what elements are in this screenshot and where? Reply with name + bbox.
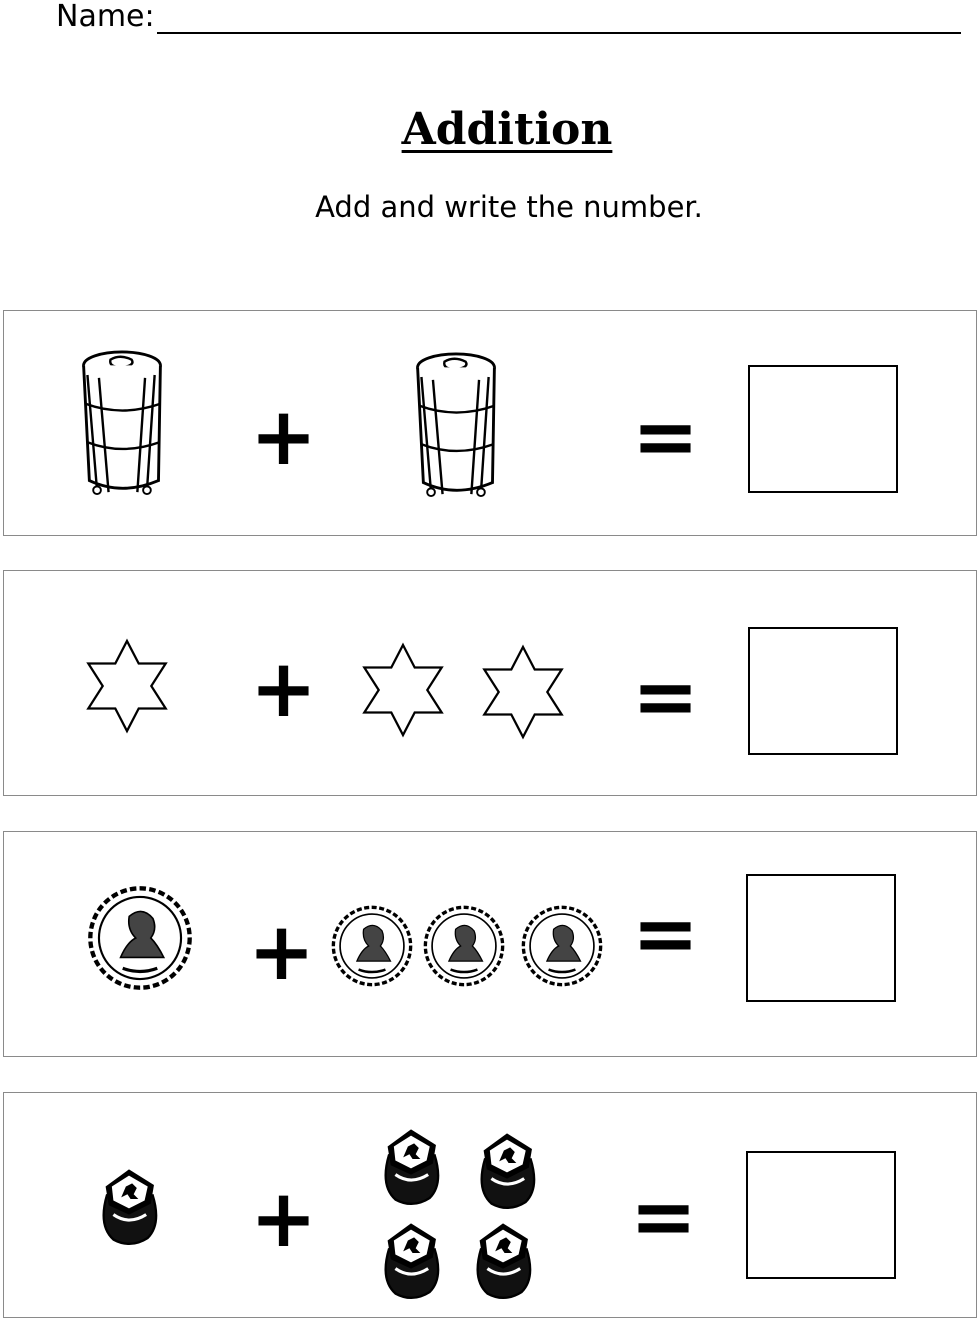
worksheet-title: Addition (401, 104, 613, 155)
equals-sign: = (632, 390, 700, 483)
answer-box[interactable] (746, 874, 896, 1002)
equals-sign: = (630, 1170, 698, 1263)
name-field[interactable] (157, 32, 961, 34)
coin-icon (422, 904, 506, 988)
name-row (56, 0, 961, 36)
worksheet-instructions: Add and write the number. (315, 190, 703, 224)
ring-icon (468, 1127, 546, 1213)
answer-box[interactable] (746, 1151, 896, 1279)
star-icon (478, 641, 568, 743)
coin-icon (330, 904, 414, 988)
problem-1 (3, 310, 977, 536)
drum-icon (74, 343, 170, 503)
ring-icon (464, 1217, 542, 1303)
problem-3 (3, 831, 977, 1057)
answer-box[interactable] (748, 365, 898, 493)
equals-sign: = (632, 650, 700, 743)
ring-icon (372, 1123, 450, 1209)
answer-box[interactable] (748, 627, 898, 755)
ring-icon (372, 1217, 450, 1303)
plus-sign: + (250, 390, 318, 483)
drum-icon (408, 345, 504, 505)
plus-sign: + (250, 1172, 318, 1265)
equals-sign: = (632, 887, 700, 980)
name-label: Name: (56, 0, 155, 34)
coin-icon (86, 884, 194, 992)
ring-icon (90, 1163, 168, 1249)
star-icon (82, 635, 172, 737)
plus-sign: + (250, 642, 318, 735)
star-icon (358, 639, 448, 741)
plus-sign: + (248, 905, 316, 998)
coin-icon (520, 904, 604, 988)
problem-4 (3, 1092, 977, 1318)
problem-2 (3, 570, 977, 796)
